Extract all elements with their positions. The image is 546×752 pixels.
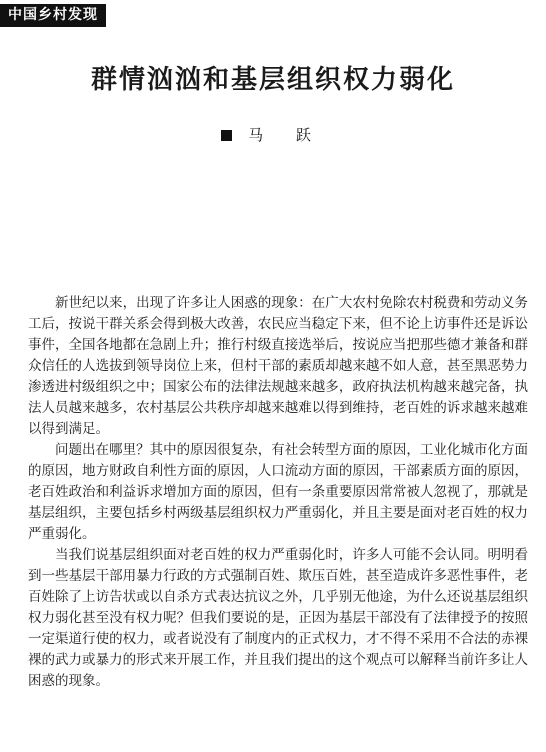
paragraph: 问题出在哪里？其中的原因很复杂，有社会转型方面的原因，工业化城市化方面的原因，地方财政自利性方面的原因，人口流动方面的原因，干部素质方面的原因，老百姓政治和利益诉求增加方面的原因，但有一条重要原因常常被人忽视了，那就是基层组织，主要包括乡村两级基层组织权力严重弱化，并且主要是面对老百姓的权力严重弱化。 [28, 442, 528, 542]
paragraph: 当我们说基层组织面对老百姓的权力严重弱化时，许多人可能不会认同。明明看到一些基层干部用暴力行政的方式强制百姓、欺压百姓，甚至造成许多恶性事件，老百姓除了上访告状或以自杀方式表达抗议之外，几乎别无他途，为什么还说基层组织权力弱化甚至没有权力呢？但我们要说的是，正因为基层干部没有了法律授予的按照一定渠道行使的权力，或者说没有了制度内的正式权力，才不得不采用不合法的赤裸裸的武力或暴力的形式来开展工作，并且我们提出的这个观点可以解释当前许多让人困惑的现象。 [28, 547, 528, 689]
article-body [28, 293, 528, 692]
byline [0, 126, 546, 144]
square-bullet-icon [221, 130, 232, 141]
paragraph: 新世纪以来，出现了许多让人困惑的现象：在广大农村免除农村税费和劳动义务工后，按说干群关系会得到极大改善，农民应当稳定下来，但不论上访事件还是诉讼事件，全国各地都在急剧上升；推行村级直接选举后，按说应当把那些德才兼备和群众信任的人选拔到领导岗位上来，但村干部的素质却越来越不如人意，甚至黑恶势力渗透进村级组织之中；国家公布的法律法规越来越多，政府执法机构越来越完备，执法人员越来越多，农村基层公共秩序却越来越难以得到维持，老百姓的诉求越来越难以得到满足。 [28, 295, 528, 437]
article-title: 群情汹汹和基层组织权力弱化 [90, 65, 455, 95]
section-tag: 中国乡村发现 [0, 4, 106, 27]
author-name: 马 跃 [248, 126, 325, 144]
